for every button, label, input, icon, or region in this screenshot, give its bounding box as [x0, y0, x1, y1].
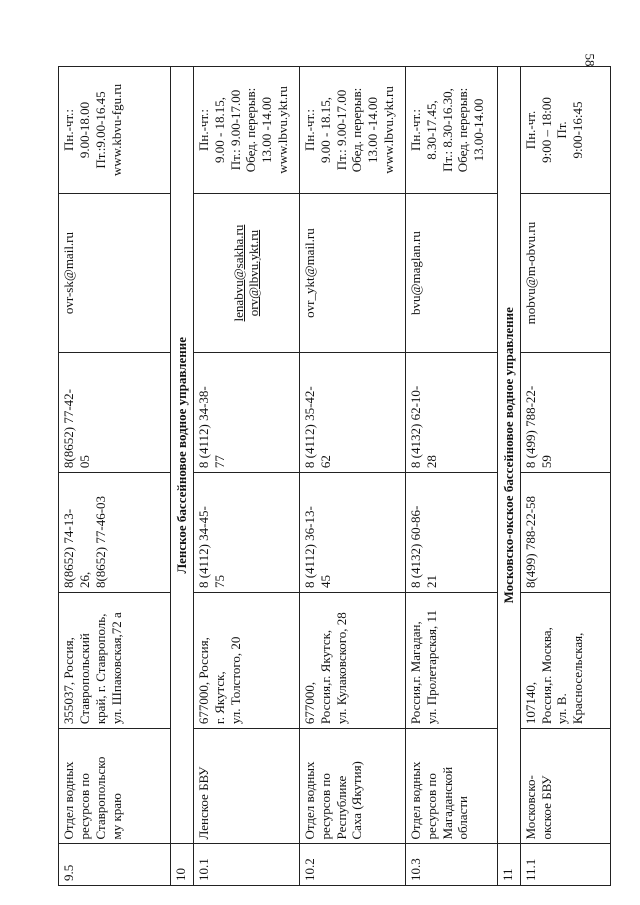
office-name: Ленское БВУ — [193, 729, 299, 844]
office-address: 677000, Россия,г. Якутск, ул. Кулаковского, 28 — [299, 593, 405, 729]
row-number: 9.5 — [59, 844, 171, 886]
office-name: Отдел водных ресурсов по Ставропольско му краю — [59, 729, 171, 844]
office-email[interactable]: lenabvu@sakha.ru orv@lbvu.ykt.ru — [193, 193, 299, 352]
office-address: 355037, Россия, Ставропольский край, г. Ставрополь, ул. Шпаковская,72 а — [59, 593, 171, 729]
office-name: Отдел водных ресурсов по Магаданской области — [405, 729, 497, 844]
office-fax: 8 (499) 788-22- 59 — [520, 353, 610, 473]
office-email[interactable]: ovr_ykt@mail.ru — [299, 193, 405, 352]
office-hours: Пн.-чт.: 8.30-17.45, Пт.: 8.30-16.30, Обед. перерыв: 13.00-14.00 — [405, 67, 497, 194]
section-title: Ленское бассейновое водное управление — [171, 67, 194, 844]
row-number: 10.2 — [299, 844, 405, 886]
office-fax: 8 (4132) 62-10- 28 — [405, 353, 497, 473]
section-number: 10 — [171, 844, 194, 886]
rotated-table-container — [58, 66, 608, 886]
office-phone: 8 (4112) 34-45- 75 — [193, 473, 299, 593]
office-fax: 8 (4112) 34-38- 77 — [193, 353, 299, 473]
office-phone: 8(8652) 74-13- 26, 8(8652) 77-46-03 — [59, 473, 171, 593]
table-row — [299, 67, 405, 886]
office-address: 107140, Россия,г. Москва, ул. В. Красносельская, — [520, 593, 610, 729]
office-fax: 8 (4112) 35-42- 62 — [299, 353, 405, 473]
row-number: 11.1 — [520, 844, 610, 886]
office-hours: Пн.-чт.: 9.00 - 18.15, Пт.: 9.00-17.00 Обед. перерыв: 13.00 -14.00 www.lbvu.ykt.ru — [299, 67, 405, 194]
table-row — [405, 67, 497, 886]
office-address: 677000, Россия, г. Якутск, ул. Толстого, 20 — [193, 593, 299, 729]
section-row — [497, 67, 520, 886]
office-hours: Пн.-чт.: 9.00-18.00 Пт.:9.00-16.45 www.kbvu-fgu.ru — [59, 67, 171, 194]
office-email[interactable]: ovr-sk@mail.ru — [59, 193, 171, 352]
table-row — [520, 67, 610, 886]
office-hours: Пн.-чт.: 9.00 - 18.15, Пт.: 9.00-17.00 Обед. перерыв: 13.00 -14.00 www.lbvu.ykt.ru — [193, 67, 299, 194]
office-phone: 8 (4132) 60-86- 21 — [405, 473, 497, 593]
row-number: 10.3 — [405, 844, 497, 886]
section-title: Московско-окское бассейновое водное управление — [497, 67, 520, 844]
office-email[interactable]: bvu@maglan.ru — [405, 193, 497, 352]
table-row — [59, 67, 171, 886]
page-number: 58 — [582, 53, 598, 67]
office-phone: 8(499) 788-22-58 — [520, 473, 610, 593]
table-row — [193, 67, 299, 886]
section-row — [171, 67, 194, 886]
section-number: 11 — [497, 844, 520, 886]
office-email[interactable]: mobvu@m-obvu.ru — [520, 193, 610, 352]
office-name: Московско- окское БВУ — [520, 729, 610, 844]
office-name: Отдел водных ресурсов по Республике Саха (Якутия) — [299, 729, 405, 844]
office-phone: 8 (4112) 36-13- 45 — [299, 473, 405, 593]
office-hours: Пн.-чт. 9:00 – 18:00 Пт. 9:00-16:45 — [520, 67, 610, 194]
office-fax: 8(8652) 77-42- 05 — [59, 353, 171, 473]
row-number: 10.1 — [193, 844, 299, 886]
office-address: Россия,г. Магадан, ул. Пролетарская, 11 — [405, 593, 497, 729]
contacts-table — [58, 66, 611, 886]
